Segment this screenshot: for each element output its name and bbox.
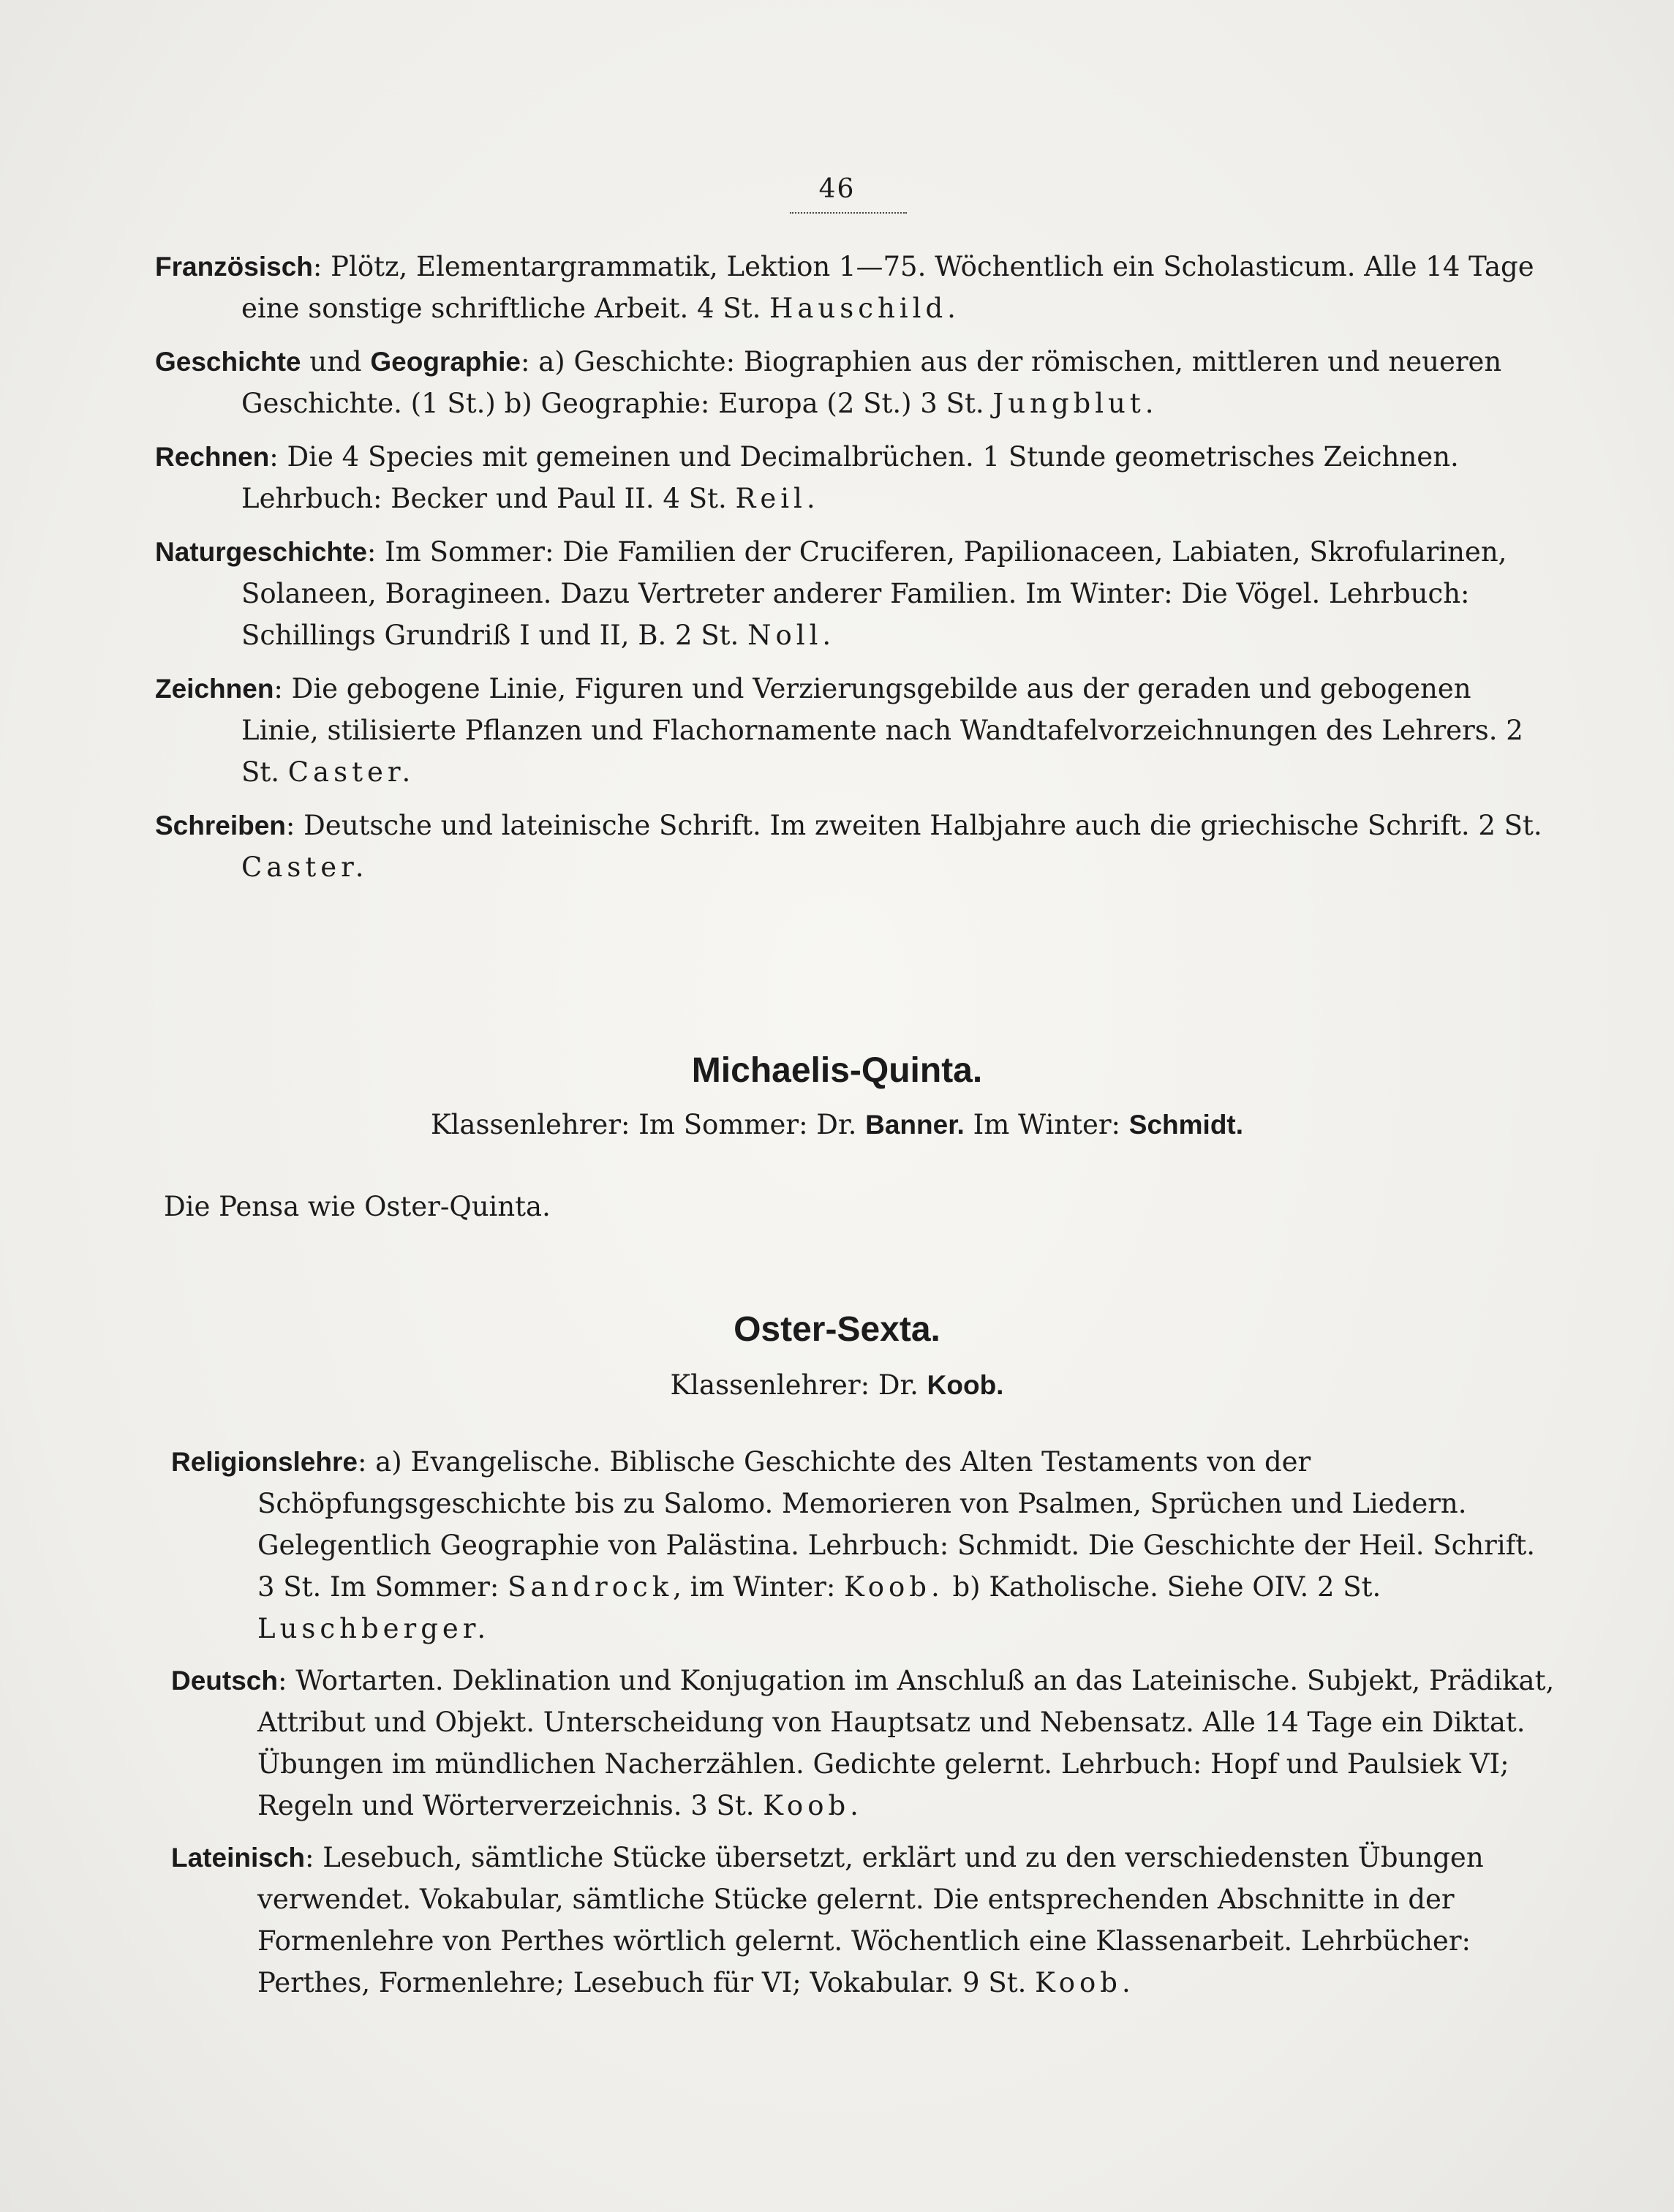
entry-heading: Deutsch — [171, 1666, 278, 1696]
page-number-rule — [790, 212, 907, 214]
entry-teacher-3: Luschberger. — [257, 1613, 491, 1644]
entry-text-2: , im Winter: — [673, 1571, 845, 1603]
entry-heading: Naturgeschichte — [155, 537, 367, 567]
sexta-teacher-prefix: Klassenlehrer: Dr. — [670, 1369, 927, 1401]
entry-teacher: Jungblut. — [992, 388, 1158, 419]
quinta-summer-teacher: Banner. — [865, 1110, 965, 1140]
sexta-title: Oster-Sexta. — [734, 1310, 940, 1349]
entry-teacher: Caster. — [287, 756, 415, 788]
entry-text: : Im Sommer: Die Familien der Cruciferen, Papilionaceen, Labiaten, Skrofularinen, Solaneen, Boragineen. Dazu Vertreter anderer Familien. Im Winter: Die Vögel. Lehrbuch: Schillings Grundriß I und II, B. 2 St. — [241, 536, 1507, 651]
section-1-entries — [155, 246, 1552, 888]
entry-heading: Französisch — [155, 252, 313, 282]
entry-text: : Die gebogene Linie, Figuren und Verzierungsgebilde aus der geraden und gebogenen Linie, stilisierte Pflanzen und Flachornamente nach Wandtafelvorzeichnungen des Lehrers. 2 St. — [241, 673, 1523, 788]
quinta-winter-prefix: Im Winter: — [964, 1109, 1129, 1140]
entry-text-2: : a) Geschichte: Biographien aus der römischen, mittleren und neueren Geschichte. (1 St.) b) Geographie: Europa (2 St.) 3 St. — [241, 346, 1502, 419]
entry-teacher: Koob. — [763, 1790, 863, 1821]
entry-rechnen — [155, 436, 1552, 519]
quinta-winter-teacher: Schmidt. — [1128, 1110, 1244, 1140]
page-number: 46 — [818, 174, 856, 204]
quinta-class-teacher — [0, 1109, 1674, 1140]
entry-teacher: Noll. — [747, 620, 836, 651]
entry-teacher: Sandrock — [508, 1571, 674, 1603]
sexta-teacher-name: Koob. — [927, 1370, 1004, 1400]
entry-teacher: Caster. — [241, 851, 369, 883]
entry-text: und — [301, 346, 371, 377]
entry-heading: Lateinisch — [171, 1843, 305, 1873]
entry-heading: Zeichnen — [155, 674, 274, 704]
entry-schreiben — [155, 805, 1552, 888]
entry-text: : a) Evangelische. Biblische Geschichte des Alten Testaments von der Schöpfungsgeschichte bis zu Salomo. Memorieren von Psalmen, Sprüchen und Liedern. Gelegentlich Geographie von Palästina. Lehrbuch: Schmidt. Die Geschichte der Heil. Schrift. 3 St. Im Sommer: — [257, 1446, 1536, 1603]
entry-text: : Lesebuch, sämtliche Stücke übersetzt, erklärt und zu den verschiedensten Übungen verwendet. Vokabular, sämtliche Stücke gelernt. Die entsprechenden Abschnitte in der Formenlehre von Perthes wörtlich gelernt. Wöchentlich eine Klassenarbeit. Lehrbücher: Perthes, Formenlehre; Lesebuch für VI; Vokabular. 9 St. — [257, 1842, 1484, 1998]
entry-teacher: Reil. — [735, 483, 820, 514]
sexta-class-teacher — [0, 1369, 1674, 1401]
entry-text: : Deutsche und lateinische Schrift. Im zweiten Halbjahre auch die griechische Schrift. 2 St. — [285, 810, 1542, 841]
section-2-entries — [171, 1441, 1561, 2004]
entry-text: : Plötz, Elementargrammatik, Lektion 1—75. Wöchentlich ein Scholasticum. Alle 14 Tage eine sonstige schriftliche Arbeit. 4 St. — [241, 251, 1534, 324]
entry-teacher: Koob. — [1035, 1967, 1135, 1998]
entry-deutsch — [171, 1660, 1561, 1827]
quinta-teacher-prefix: Klassenlehrer: Im Sommer: Dr. — [430, 1109, 866, 1140]
entry-heading-2: Geographie — [370, 347, 521, 377]
entry-text-3: b) Katholische. Siehe OIV. 2 St. — [943, 1571, 1381, 1603]
entry-lateinisch — [171, 1837, 1561, 2004]
entry-teacher: Hauschild. — [769, 293, 960, 324]
entry-franzoesisch — [155, 246, 1552, 329]
entry-teacher-2: Koob. — [844, 1571, 944, 1603]
quinta-note: Die Pensa wie Oster-Quinta. — [164, 1191, 551, 1222]
entry-naturgeschichte — [155, 531, 1552, 656]
entry-heading: Rechnen — [155, 442, 270, 472]
entry-geschichte-geographie — [155, 341, 1552, 424]
quinta-title: Michaelis-Quinta. — [691, 1051, 983, 1090]
entry-heading: Schreiben — [155, 810, 286, 840]
entry-heading: Religionslehre — [171, 1447, 358, 1477]
entry-text: : Die 4 Species mit gemeinen und Decimalbrüchen. 1 Stunde geometrisches Zeichnen. Lehrbuch: Becker und Paul II. 4 St. — [241, 441, 1459, 514]
entry-text: : Wortarten. Deklination und Konjugation im Anschluß an das Lateinische. Subjekt, Prädikat, Attribut und Objekt. Unterscheidung von Hauptsatz und Nebensatz. Alle 14 Tage ein Diktat. Übungen im mündlichen Nacherzählen. Gedichte gelernt. Lehrbuch: Hopf und Paulsiek VI; Regeln und Wörterverzeichnis. 3 St. — [257, 1665, 1555, 1821]
entry-religionslehre — [171, 1441, 1561, 1649]
entry-zeichnen — [155, 668, 1552, 793]
entry-heading: Geschichte — [155, 347, 301, 377]
